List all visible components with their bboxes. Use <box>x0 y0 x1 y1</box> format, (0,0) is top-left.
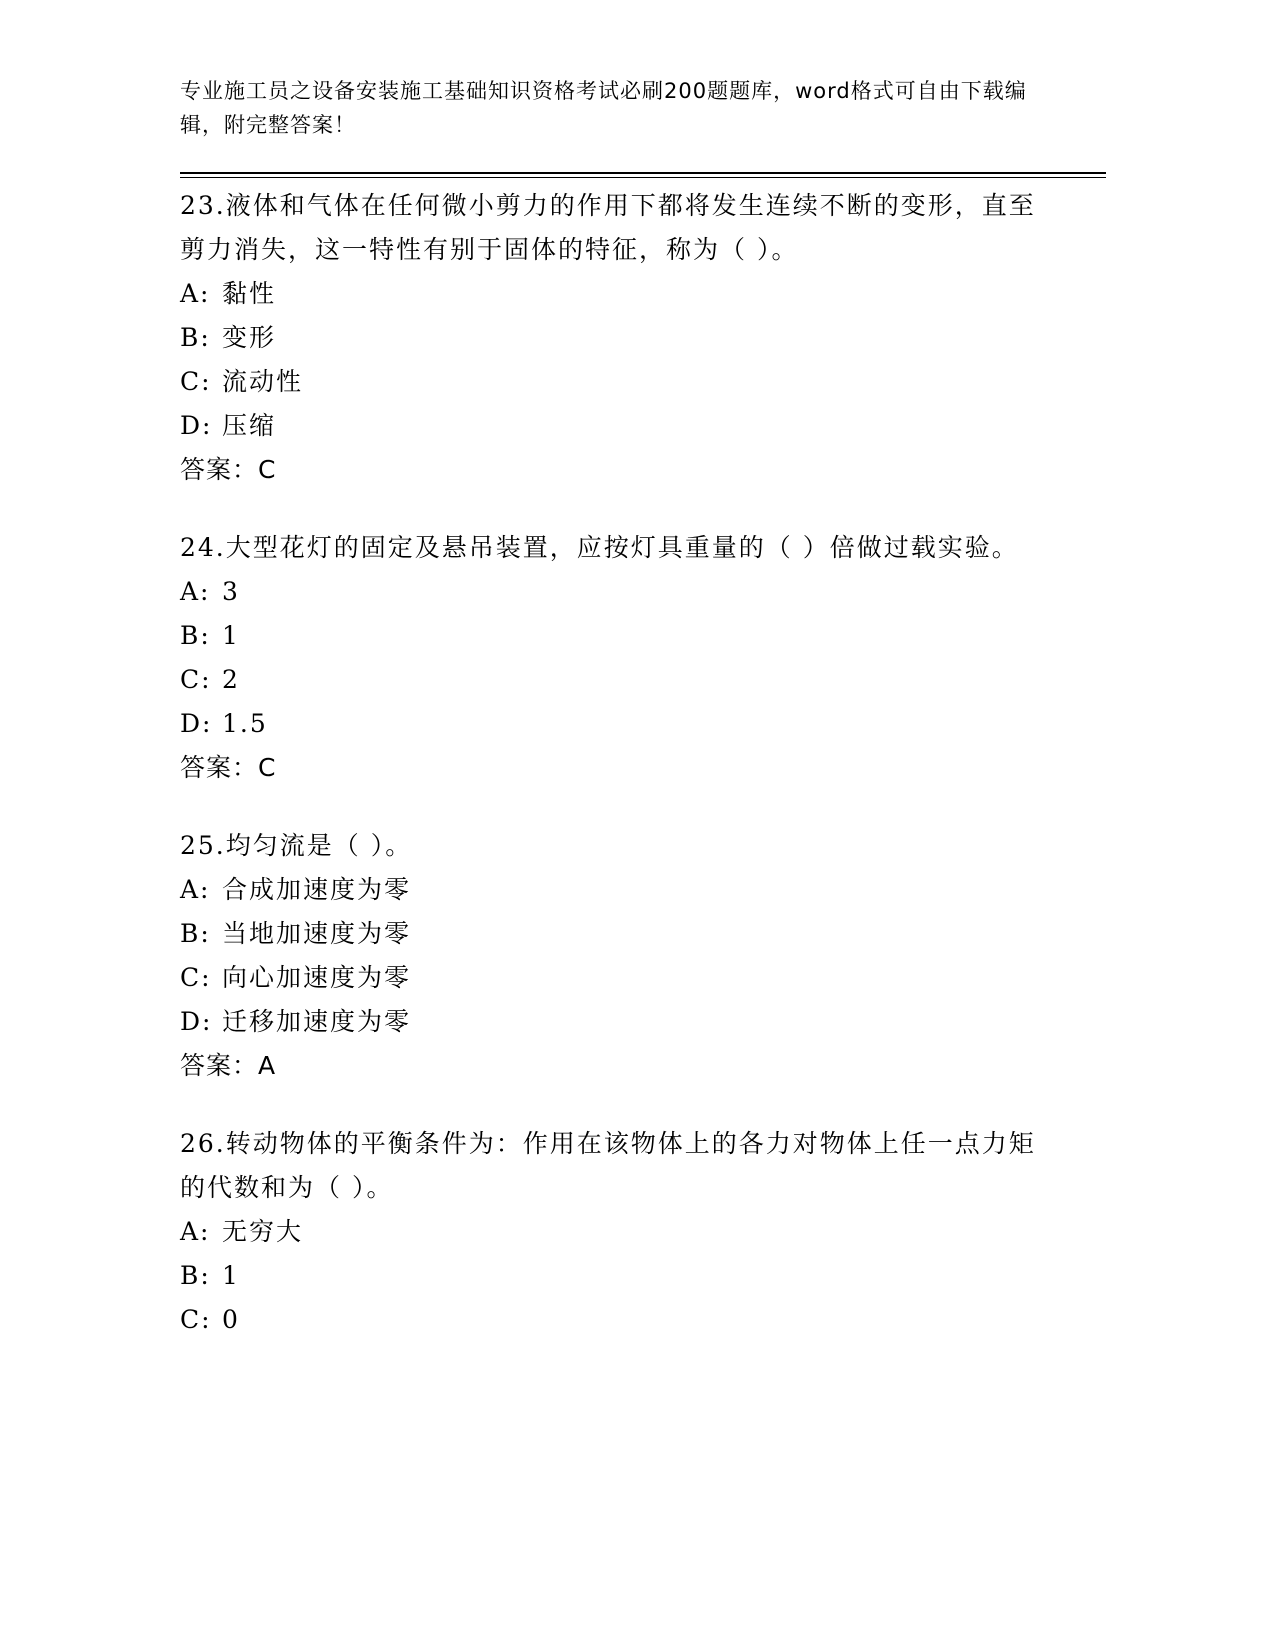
document-header: 专业施工员之设备安装施工基础知识资格考试必刷200题题库，word格式可自由下载编辑，附完整答案！ <box>180 79 1027 137</box>
option-b <box>180 316 1040 360</box>
question-text: 26.转动物体的平衡条件为：作用在该物体上的各力对物体上任一点力矩的代数和为（ ）。 <box>180 1129 1036 1202</box>
option-c <box>180 360 1040 404</box>
option-letter: B: <box>180 919 211 948</box>
option-letter: B: <box>180 1261 211 1290</box>
question-text: 24.大型花灯的固定及悬吊装置，应按灯具重量的（ ）倍做过载实验。 <box>180 533 1019 562</box>
option-b <box>180 1254 1040 1298</box>
option-text: 1 <box>222 1261 240 1290</box>
option-letter: B: <box>180 621 211 650</box>
option-letter: A: <box>180 875 211 904</box>
option-d <box>180 702 1040 746</box>
answer-line: 答案：C <box>180 753 277 782</box>
option-a <box>180 868 1040 912</box>
option-text: 3 <box>222 577 240 606</box>
option-letter: A: <box>180 577 211 606</box>
option-text: 当地加速度为零 <box>222 919 412 948</box>
question-list <box>180 184 1040 1376</box>
option-text: 流动性 <box>222 367 304 396</box>
answer-line: 答案：A <box>180 1051 277 1080</box>
option-letter: A: <box>180 1217 211 1246</box>
option-text: 2 <box>222 665 240 694</box>
header-rule-thin <box>180 177 1106 178</box>
option-c <box>180 658 1040 702</box>
option-text: 合成加速度为零 <box>222 875 412 904</box>
option-text: 0 <box>222 1305 240 1334</box>
question-text: 25.均匀流是（ ）。 <box>180 831 413 860</box>
option-a <box>180 272 1040 316</box>
option-text: 黏性 <box>222 279 277 308</box>
option-text: 迁移加速度为零 <box>222 1007 412 1036</box>
question-text: 23.液体和气体在任何微小剪力的作用下都将发生连续不断的变形，直至剪力消失，这一特性有别于固体的特征，称为（ ）。 <box>180 191 1036 264</box>
option-d <box>180 1000 1040 1044</box>
option-b <box>180 614 1040 658</box>
option-text: 无穷大 <box>222 1217 304 1246</box>
question-23 <box>180 184 1040 492</box>
option-letter: A: <box>180 279 211 308</box>
option-text: 1 <box>222 621 240 650</box>
option-letter: D: <box>180 709 213 738</box>
option-text: 变形 <box>222 323 277 352</box>
option-letter: D: <box>180 1007 213 1036</box>
option-b <box>180 912 1040 956</box>
option-a <box>180 570 1040 614</box>
option-text: 压缩 <box>222 411 277 440</box>
option-letter: D: <box>180 411 213 440</box>
option-letter: B: <box>180 323 211 352</box>
option-letter: C: <box>180 665 212 694</box>
question-24 <box>180 526 1040 790</box>
question-26 <box>180 1122 1040 1342</box>
option-c <box>180 1298 1040 1342</box>
header-rule-thick <box>180 172 1106 174</box>
option-letter: C: <box>180 963 212 992</box>
option-text: 1.5 <box>222 709 268 738</box>
option-letter: C: <box>180 367 212 396</box>
option-letter: C: <box>180 1305 212 1334</box>
question-25 <box>180 824 1040 1088</box>
option-c <box>180 956 1040 1000</box>
answer-line: 答案：C <box>180 455 277 484</box>
option-a <box>180 1210 1040 1254</box>
option-d <box>180 404 1040 448</box>
option-text: 向心加速度为零 <box>222 963 412 992</box>
